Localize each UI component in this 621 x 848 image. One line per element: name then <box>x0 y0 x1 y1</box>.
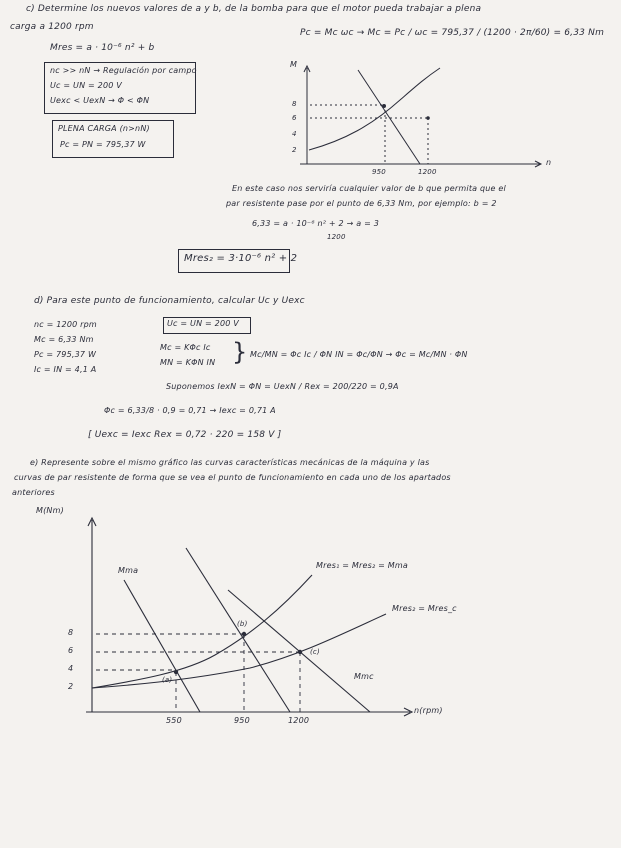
small-y-label-2: 2 <box>292 146 297 154</box>
small-x-label-1200: 1200 <box>418 168 437 176</box>
label-mmc: Mmc <box>354 672 374 681</box>
ratio-formula: Mc/MN = Φc Ic / ΦN IN = Φc/ΦN → Φc = Mc/MN · ΦN <box>250 350 468 359</box>
section-e-heading-line1: e) Represente sobre el mismo gráfico las curvas características mecánicas de la máquina y las <box>30 458 430 467</box>
note-line2: par resistente pase por el punto de 6,33 Nm, por ejemplo: b = 2 <box>226 199 497 208</box>
box1-line2: Uc = UN = 200 V <box>50 81 122 90</box>
given-ic: Ic = IN = 4,1 A <box>34 365 97 374</box>
big-x-label-550: 550 <box>166 716 182 725</box>
label-point-a: (a) <box>162 676 173 684</box>
note-line1: En este caso nos serviría cualquier valor de b que permita que el <box>232 184 506 193</box>
result-mres2: Mres₂ = 3·10⁻⁶ n² + 2 <box>184 253 298 264</box>
solve-line1: 6,33 = a · 10⁻⁶ n² + 2 → a = 3 <box>252 219 380 228</box>
label-mres1: Mres₁ = Mres₂ = Mma <box>316 561 408 570</box>
box1-line1: nc >> nN → Regulación por campo <box>50 66 197 75</box>
box1-line3: Uexc < UexN → Φ < ΦN <box>50 96 150 105</box>
point-c-marker <box>298 650 302 654</box>
big-y-label-6: 6 <box>68 646 74 655</box>
small-y-label-6: 6 <box>292 114 297 122</box>
big-y-label-2: 2 <box>68 682 74 691</box>
given-pc: Pc = 795,37 W <box>34 350 97 359</box>
small-axis-n: n <box>546 158 552 167</box>
big-axis-m: M(Nm) <box>36 506 64 515</box>
label-point-c: (c) <box>310 648 320 656</box>
label-point-b: (b) <box>237 620 248 628</box>
system-line1: Mc = KΦc Ic <box>160 343 211 352</box>
curve-mma <box>124 580 200 712</box>
point-b-marker <box>242 632 246 636</box>
section-e-heading-line3: anteriores <box>12 488 55 497</box>
big-y-label-4: 4 <box>68 664 74 673</box>
big-x-label-950: 950 <box>234 716 250 725</box>
uexc-result: [ Uexc = Iexc Rex = 0,72 · 220 = 158 V ] <box>88 430 282 440</box>
given-nc: nc = 1200 rpm <box>34 320 97 329</box>
mres-formula: Mres = a · 10⁻⁶ n² + b <box>50 43 155 53</box>
uc-value: Uc = UN = 200 V <box>167 319 239 328</box>
point-a-marker <box>174 670 178 674</box>
box2-line1: PLENA CARGA (n>nN) <box>58 124 150 133</box>
system-brace: } <box>232 338 248 366</box>
phi-c-line: Φc = 6,33/8 · 0,9 = 0,71 → Iexc = 0,71 A <box>104 406 276 415</box>
label-mma: Mma <box>118 566 139 575</box>
given-mc: Mc = 6,33 Nm <box>34 335 94 344</box>
curve-mres1 <box>92 575 312 688</box>
small-y-label-8: 8 <box>292 100 297 108</box>
assume-line: Suponemos IexN = ΦN = UexN / Rex = 200/220 = 0,9A <box>166 382 399 391</box>
section-d-heading: d) Para este punto de funcionamiento, calcular Uc y Uexc <box>34 296 305 306</box>
big-x-label-1200: 1200 <box>288 716 310 725</box>
big-axis-n: n(rpm) <box>414 706 443 715</box>
system-line2: MN = KΦN IN <box>160 358 216 367</box>
solve-line2: 1200 <box>327 233 346 241</box>
small-x-label-950: 950 <box>372 168 386 176</box>
big-y-label-8: 8 <box>68 628 74 637</box>
section-c-heading-line2: carga a 1200 rpm <box>10 22 94 32</box>
section-e-heading-line2: curvas de par resistente de forma que se vea el punto de funcionamiento en cada uno de los apartados <box>14 473 451 482</box>
label-mres2: Mres₂ = Mres_c <box>392 604 457 613</box>
box2-line2: Pc = PN = 795,37 W <box>60 140 146 149</box>
small-axis-m: M <box>290 60 298 69</box>
mc-formula: Pc = Mc ωc → Mc = Pc / ωc = 795,37 / (1200 · 2π/60) = 6,33 Nm <box>300 28 605 38</box>
small-y-label-4: 4 <box>292 130 297 138</box>
section-c-heading-line1: c) Determine los nuevos valores de a y b, de la bomba para que el motor pueda trabajar a plena <box>26 4 482 14</box>
